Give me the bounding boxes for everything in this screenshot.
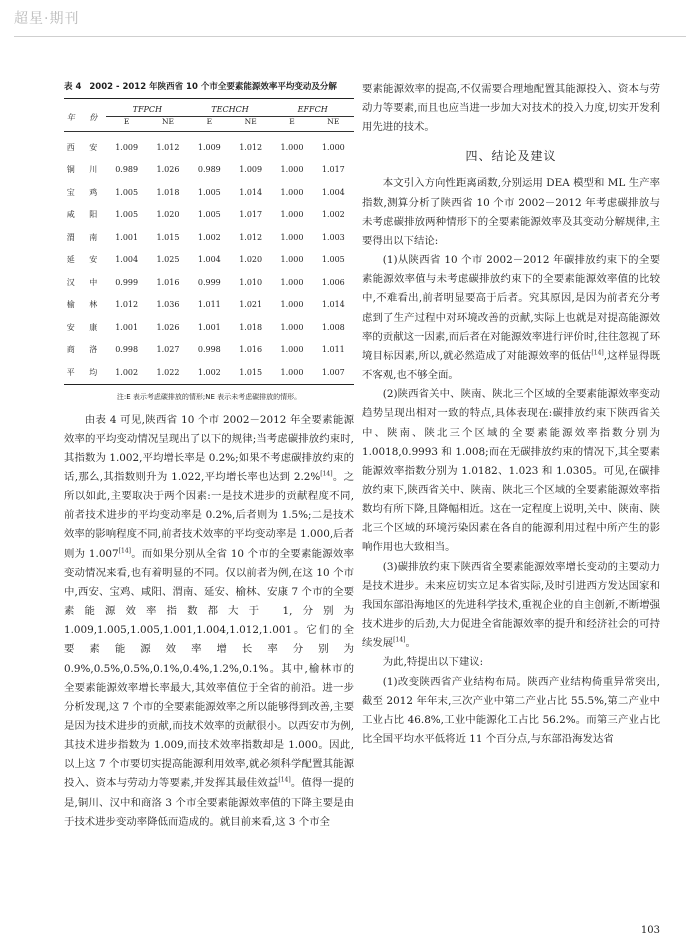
text-span: (3)碳排放约束下陕西省全要素能源效率增长变动的主要动力是技术进步。未来应切实立足本省实际,及时引进西方发达国家和我国东部沿海地区的先进科学技术,重视企业的自主创新,不断增强技术进步的后劲,大力促进全省能源效率的提升和经济社会的可持续发展 bbox=[362, 560, 660, 650]
table-row bbox=[64, 204, 354, 227]
value-cell: 1.000 bbox=[321, 142, 345, 152]
text-span: 。 bbox=[405, 637, 416, 650]
value-cell: 0.999 bbox=[115, 277, 139, 287]
citation: [14] bbox=[591, 349, 604, 357]
value-cell: 1.018 bbox=[239, 322, 263, 332]
subheader: E bbox=[289, 117, 295, 126]
subheader: E bbox=[206, 117, 213, 126]
region-cell: 榆 林 bbox=[66, 300, 104, 310]
table-caption bbox=[64, 80, 354, 92]
value-cell: 1.016 bbox=[156, 277, 180, 287]
value-cell: 1.000 bbox=[280, 255, 304, 265]
table-row bbox=[64, 181, 354, 204]
value-cell: 1.012 bbox=[115, 300, 139, 310]
value-cell: 1.026 bbox=[156, 322, 180, 332]
right-paragraph-continued: 要素能源效率的提高,不仅需要合理地配置其能源投入、资本与劳动力等要素,而且也应当进一步加大对技术的投入力度,切实开发利用先进的技术。 bbox=[362, 83, 660, 134]
value-cell: 1.002 bbox=[197, 232, 221, 242]
value-cell: 1.000 bbox=[280, 367, 304, 377]
text-span: 。值得一提的是,铜川、汉中和商洛 3 个市全要素能源效率值的下降主要是由于技术进步变动率降低而造成的。就目前来看,这 3 个市全 bbox=[64, 777, 354, 828]
right-paragraph bbox=[362, 558, 660, 654]
table-row bbox=[64, 316, 354, 339]
subheader: NE bbox=[244, 117, 257, 126]
text-span: 。之所以如此,主要取决于两个因素:一是技术进步的贡献程度不同,前者技术进步的平均变动率是 0.2%,后者则为 1.5%;二是技术效率的影响程度不同,前者技术效率的平均变动率是 1.000,后者则为 1.007 bbox=[64, 470, 354, 560]
value-cell: 1.009 bbox=[197, 142, 221, 152]
region-cell: 咸 阳 bbox=[66, 210, 104, 220]
region-cell: 汉 中 bbox=[66, 277, 104, 287]
region-cell: 延 安 bbox=[66, 255, 104, 265]
region-cell: 平 均 bbox=[66, 367, 104, 377]
value-cell: 1.000 bbox=[280, 232, 304, 242]
value-cell: 1.025 bbox=[156, 255, 180, 265]
region-cell: 西 安 bbox=[66, 142, 104, 152]
value-cell: 1.000 bbox=[280, 322, 304, 332]
left-paragraph bbox=[64, 411, 354, 832]
header-rule bbox=[14, 36, 686, 37]
value-cell: 1.027 bbox=[156, 345, 180, 355]
value-cell: 1.007 bbox=[321, 367, 345, 377]
value-cell: 1.003 bbox=[321, 232, 345, 242]
value-cell: 1.001 bbox=[115, 232, 139, 242]
value-cell: 0.999 bbox=[197, 277, 221, 287]
value-cell: 0.998 bbox=[115, 345, 139, 355]
value-cell: 1.002 bbox=[115, 367, 139, 377]
table-title: 2002 - 2012 年陕西省 10 个市全要素能源效率平均变动及分解 bbox=[89, 82, 337, 92]
table-row bbox=[64, 271, 354, 294]
value-cell: 1.026 bbox=[156, 165, 180, 175]
table-row bbox=[64, 226, 354, 249]
table-row bbox=[64, 361, 354, 384]
text-span: 。而如果分别从全省 10 个市的全要素能源效率变动情况来看,也有着明显的不同。仅以前者为例,在这 10 个市中,西安、宝鸡、咸阳、渭南、延安、榆林、安康 7 个市的全要素能源效率指数都大于 1,分别为 1.009,1.005,1.005,1.001,1.004,1.012,1.001。它们的全要素能源效率增长率分别为 0.9%,0.5%,0.5%,0.1%,0.4%,1.2%,0.1%。其中,榆林市的全要素能源效率增长率最大,其效率值位于全省的前沿。进一步分析发现,这 7 个市的全要素能源效率之所以能够得到改善,主要是因为技术进步的贡献,而技术效率的贡献很小。以西安市为例,其技术进步指数为 1.009,而技术效率指数却是 1.000。因此,以上这 7 个市要切实提高能源利用效率,就必须科学配置其能源投入、资本与劳动力等要素,并发挥其最佳效益 bbox=[64, 547, 354, 790]
table-body bbox=[64, 132, 354, 385]
value-cell: 1.005 bbox=[115, 187, 139, 197]
value-cell: 1.014 bbox=[239, 187, 263, 197]
value-cell: 1.017 bbox=[321, 165, 345, 175]
region-cell: 安 康 bbox=[66, 322, 104, 332]
value-cell: 1.010 bbox=[239, 277, 263, 287]
value-cell: 1.002 bbox=[321, 210, 345, 220]
region-cell: 商 洛 bbox=[66, 345, 104, 355]
subheader: NE bbox=[161, 117, 175, 126]
table-row bbox=[64, 159, 354, 182]
table-row bbox=[64, 339, 354, 362]
value-cell: 1.006 bbox=[321, 277, 345, 287]
value-cell: 1.036 bbox=[156, 300, 180, 310]
value-cell: 1.009 bbox=[239, 165, 263, 175]
value-cell: 1.016 bbox=[239, 345, 263, 355]
region-cell: 渭 南 bbox=[66, 232, 104, 242]
value-cell: 0.989 bbox=[115, 165, 139, 175]
value-cell: 1.000 bbox=[280, 210, 304, 220]
value-cell: 1.021 bbox=[239, 300, 263, 310]
section-heading: 四、结论及建议 bbox=[465, 149, 557, 164]
value-cell: 1.009 bbox=[115, 142, 139, 152]
value-cell: 1.020 bbox=[156, 210, 180, 220]
citation: [14] bbox=[278, 777, 291, 784]
left-column bbox=[64, 80, 354, 832]
subheader: E bbox=[123, 117, 130, 126]
value-cell: 0.998 bbox=[197, 345, 221, 355]
right-paragraph: (2)陕西省关中、陕南、陕北三个区域的全要素能源效率变动趋势呈现出相对一致的特点,具体表现在:碳排放约束下陕西省关中、陕南、陕北三个区域的全要素能源效率指数分别为 1.0018,0.9993 和 1.008;而在无碳排放约束的情况下,其全要素能源效率指数分别为 1.0182、1.023 和 1.0305。可见,在碳排放约束下,陕西省关中、陕南、陕北三个区域的全要素能源效率指数均有所下降,且降幅相近。这在一定程度上说明,关中、陕南、陕北三个区域的环境污染因素在各自的能源利用过程中所产生的影响作用也大致相当。 bbox=[362, 388, 660, 554]
value-cell: 0.989 bbox=[197, 165, 221, 175]
text-span: ,这样显得既不客观,也不够全面。 bbox=[362, 349, 660, 382]
table-note: 注:E 表示考虑碳排放的情形;NE 表示未考虑碳排放的情形。 bbox=[116, 392, 302, 401]
region-cell: 宝 鸡 bbox=[66, 187, 104, 197]
text-span: (1)从陕西省 10 个市 2002－2012 年碳排放约束下的全要素能源效率值与未考虑碳排放约束下的全要素能源效率值的比较中,不难看出,前者明显要高于后者。究其原因,是因为前者充分考虑到了生产过程中对环境改善的贡献,实际上也就是对提高能源效率的贡献这一因素,而后者在对能源效率进行评价时,往往忽视了环境目标因素,所以,就必然造成了对能源效率的低估 bbox=[362, 254, 660, 362]
value-cell: 1.000 bbox=[280, 165, 304, 175]
right-column bbox=[362, 80, 660, 749]
value-cell: 1.022 bbox=[156, 367, 180, 377]
efficiency-table bbox=[64, 98, 354, 385]
value-cell: 1.005 bbox=[321, 255, 345, 265]
group-header-effch: EFFCH bbox=[271, 99, 354, 117]
right-paragraph: 为此,特提出以下建议: bbox=[382, 656, 484, 669]
value-cell: 1.004 bbox=[197, 255, 221, 265]
value-cell: 1.011 bbox=[197, 300, 221, 310]
value-cell: 1.000 bbox=[280, 300, 304, 310]
value-cell: 1.002 bbox=[197, 367, 221, 377]
value-cell: 1.000 bbox=[280, 277, 304, 287]
value-cell: 1.012 bbox=[239, 142, 263, 152]
value-cell: 1.005 bbox=[197, 210, 221, 220]
value-cell: 1.011 bbox=[321, 345, 345, 355]
subheader: NE bbox=[327, 117, 340, 126]
value-cell: 1.018 bbox=[156, 187, 180, 197]
right-paragraph: 本文引入方向性距离函数,分别运用 DEA 模型和 ML 生产率指数,测算分析了陕西省 10 个市 2002－2012 年考虑碳排放与未考虑碳排放两种情形下的全要素能源效率及其变动分解规律,主要得出以下结论: bbox=[362, 177, 660, 247]
citation: [14] bbox=[118, 547, 131, 555]
value-cell: 1.015 bbox=[239, 367, 263, 377]
value-cell: 1.005 bbox=[197, 187, 221, 197]
table-row bbox=[64, 294, 354, 317]
value-cell: 1.000 bbox=[280, 142, 304, 152]
value-cell: 1.000 bbox=[280, 187, 304, 197]
table-number: 表 4 bbox=[64, 82, 82, 92]
citation: [14] bbox=[320, 470, 333, 478]
right-paragraph: (1)改变陕西省产业结构布局。陕西产业结构倚重异常突出,截至 2012 年年末,三次产业中第二产业占比 55.5%,第二产业中工业占比 46.8%,工业中能源化工占比 56.2%。而第三产业占比比全国平均水平低将近 11 个百分点,与东部沿海发达省 bbox=[362, 675, 660, 745]
table-row bbox=[64, 249, 354, 272]
value-cell: 1.004 bbox=[115, 255, 139, 265]
group-header-tfpch: TFPCH bbox=[106, 99, 189, 117]
region-header: 年 份 bbox=[64, 99, 106, 132]
value-cell: 1.001 bbox=[115, 322, 139, 332]
table-row bbox=[64, 132, 354, 159]
value-cell: 1.001 bbox=[197, 322, 221, 332]
region-cell: 铜 川 bbox=[66, 165, 104, 175]
right-paragraph bbox=[362, 251, 660, 385]
text-span: 由表 4 可见,陕西省 10 个市 2002－2012 年全要素能源效率的平均变动情况呈现出了以下的规律;当考虑碳排放约束时,其指数为 1.002,平均增长率是 0.2%;如果不考虑碳排放约束的话,那么,其指数则升为 1.022,平均增长率也达到 2.2% bbox=[64, 413, 354, 483]
value-cell: 1.014 bbox=[321, 300, 345, 310]
value-cell: 1.004 bbox=[321, 187, 345, 197]
citation: [14] bbox=[393, 636, 406, 644]
value-cell: 1.020 bbox=[239, 255, 263, 265]
value-cell: 1.012 bbox=[239, 232, 263, 242]
page-number: 103 bbox=[640, 925, 660, 936]
value-cell: 1.000 bbox=[280, 345, 304, 355]
value-cell: 1.008 bbox=[321, 322, 345, 332]
group-header-techch: TECHCH bbox=[189, 99, 272, 117]
value-cell: 1.012 bbox=[156, 142, 180, 152]
watermark: 超星·期刊 bbox=[14, 11, 80, 27]
value-cell: 1.017 bbox=[239, 210, 263, 220]
value-cell: 1.005 bbox=[115, 210, 139, 220]
value-cell: 1.015 bbox=[156, 232, 180, 242]
